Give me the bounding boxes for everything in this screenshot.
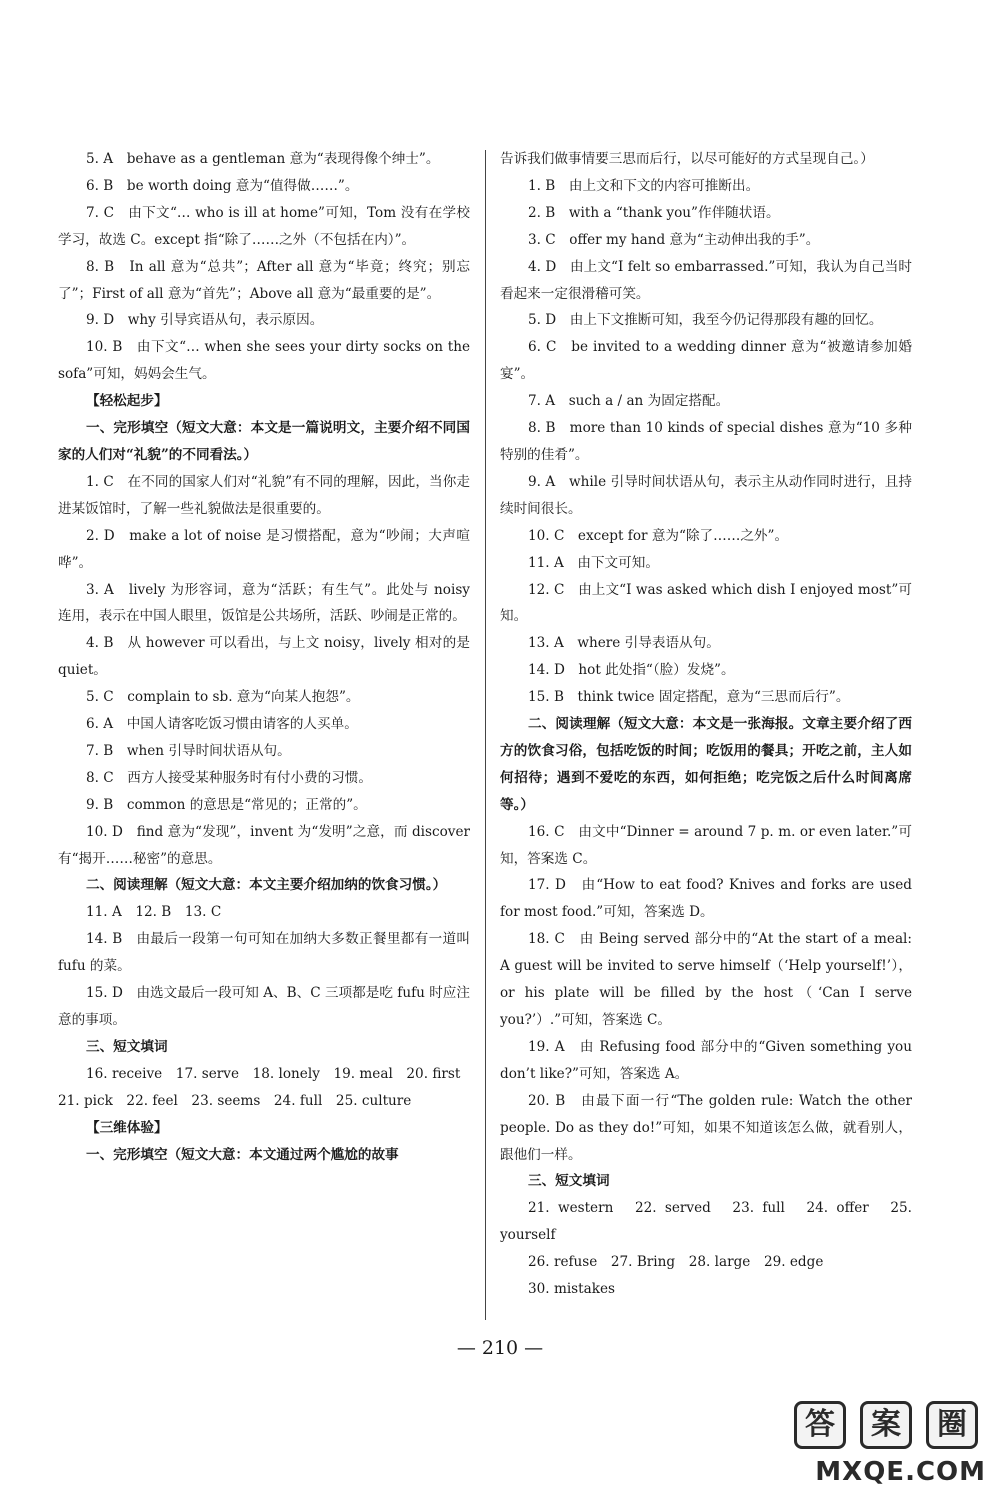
answer-paragraph: 6. A 中国人请客吃饭习惯由请客的人买单。 bbox=[86, 716, 358, 733]
watermark-char-3: 圈 bbox=[926, 1401, 978, 1449]
page-number: — 210 — bbox=[456, 1337, 544, 1359]
answer-paragraph: 16. receive 17. serve 18. lonely 19. meal 20. first bbox=[86, 1065, 461, 1082]
section-heading: 一、完形填空（短文大意：本文通过两个尴尬的故事 bbox=[86, 1146, 399, 1163]
watermark-char-2: 案 bbox=[860, 1401, 912, 1449]
answer-paragraph: 10. B 由下文“… when she sees your dirty socks on the sofa”可知，妈妈会生气。 bbox=[58, 339, 470, 383]
right-column bbox=[500, 146, 912, 1303]
column-divider bbox=[485, 150, 486, 1320]
answer-paragraph: 15. B think twice 固定搭配，意为“三思而后行”。 bbox=[528, 689, 850, 706]
answer-paragraph: 12. C 由上文“I was asked which dish I enjoyed most”可知。 bbox=[500, 581, 912, 625]
answer-paragraph: 19. A 由 Refusing food 部分中的“Given something you don’t like?”可知，答案选 A。 bbox=[500, 1038, 912, 1082]
answer-paragraph: 30. mistakes bbox=[528, 1281, 615, 1298]
answer-paragraph: 21. western 22. served 23. full 24. offer 25. yourself bbox=[500, 1200, 912, 1244]
answer-paragraph: 告诉我们做事情要三思而后行，以尽可能好的方式呈现自己。） bbox=[500, 151, 874, 167]
left-column bbox=[58, 146, 470, 1168]
watermark-url: MXQE.COM bbox=[815, 1457, 986, 1487]
answer-paragraph: 11. A 12. B 13. C bbox=[86, 904, 222, 921]
answer-paragraph: 16. C 由文中“Dinner = around 7 p. m. or even later.”可知，答案选 C。 bbox=[500, 823, 912, 867]
answer-paragraph: 1. B 由上文和下文的内容可推断出。 bbox=[528, 177, 760, 194]
answer-paragraph: 7. C 由下文“… who is ill at home”可知，Tom 没有在学校学习，故选 C。except 指“除了……之外（不包括在内）”。 bbox=[58, 204, 470, 248]
answer-paragraph: 9. B common 的意思是“常见的；正常的”。 bbox=[86, 796, 367, 813]
watermark-char-1: 答 bbox=[794, 1401, 846, 1449]
answer-paragraph: 8. B In all 意为“总共”；After all 意为“毕竟；终究；别忘了”；First of all 意为“首先”；Above all 意为“最重要的是”。 bbox=[58, 258, 470, 302]
answer-paragraph: 10. D find 意为“发现”，invent 为“发明”之意，而 discover 有“揭开……秘密”的意思。 bbox=[58, 823, 470, 867]
answer-paragraph: 3. C offer my hand 意为“主动伸出我的手”。 bbox=[528, 231, 820, 248]
section-heading: 三、短文填词 bbox=[86, 1038, 168, 1055]
answer-paragraph: 8. B more than 10 kinds of special dishes 意为“10 多种特别的佳肴”。 bbox=[500, 420, 912, 463]
answer-paragraph: 10. C except for 意为“除了……之外”。 bbox=[528, 527, 789, 544]
answer-paragraph: 26. refuse 27. Bring 28. large 29. edge bbox=[528, 1254, 824, 1271]
answer-paragraph: 14. D hot 此处指“（脸）发烧”。 bbox=[528, 662, 735, 679]
answer-paragraph: 4. B 从 however 可以看出，与上文 noisy，lively 相对的是 quiet。 bbox=[58, 635, 470, 679]
answer-paragraph: 3. A lively 为形容词，意为“活跃；有生气”。此处与 noisy 连用，表示在中国人眼里，饭馆是公共场所，活跃、吵闹是正常的。 bbox=[58, 581, 470, 625]
answer-paragraph: 6. B be worth doing 意为“值得做……”。 bbox=[86, 177, 359, 194]
answer-paragraph: 20. B 由最下面一行“The golden rule: Watch the other people. Do as they do!”可知，如果不知道该怎么做，就看别人，跟他们一样。 bbox=[500, 1092, 912, 1163]
answer-paragraph: 6. C be invited to a wedding dinner 意为“被邀请参加婚宴”。 bbox=[500, 339, 912, 383]
answer-paragraph: 9. A while 引导时间状语从句，表示主从动作同时进行，且持续时间很长。 bbox=[500, 473, 912, 517]
answer-paragraph: 5. C complain to sb. 意为“向某人抱怨”。 bbox=[86, 689, 360, 706]
section-heading: 二、阅读理解（短文大意：本文是一张海报。文章主要介绍了西方的饮食习俗，包括吃饭的时间；吃饭用的餐具；开吃之前，主人如何招待；遇到不爱吃的东西，如何拒绝；吃完饭之后什么时间离席等。） bbox=[500, 716, 912, 813]
answer-paragraph: 8. C 西方人接受某种服务时有付小费的习惯。 bbox=[86, 769, 372, 786]
answer-paragraph: 7. A such a / an 为固定搭配。 bbox=[528, 393, 730, 410]
answer-paragraph: 14. B 由最后一段第一句可知在加纳大多数正餐里都有一道叫 fufu 的菜。 bbox=[58, 931, 470, 975]
answer-paragraph: 5. D 由上下文推断可知，我至今仍记得那段有趣的回忆。 bbox=[528, 312, 883, 329]
section-heading: 【轻松起步】 bbox=[86, 393, 168, 410]
answer-paragraph: 21. pick 22. feel 23. seems 24. full 25. culture bbox=[58, 1092, 412, 1109]
answer-paragraph: 1. C 在不同的国家人们对“礼貌”有不同的理解，因此，当你走进某饭馆时，了解一些礼貌做法是很重要的。 bbox=[58, 473, 470, 517]
answer-paragraph: 15. D 由选文最后一段可知 A、B、C 三项都是吃 fufu 时应注意的事项。 bbox=[58, 985, 470, 1028]
section-heading: 二、阅读理解（短文大意：本文主要介绍加纳的饮食习惯。） bbox=[86, 877, 447, 894]
section-heading: 三、短文填词 bbox=[528, 1173, 610, 1190]
section-heading: 【三维体验】 bbox=[86, 1119, 168, 1136]
watermark-logo bbox=[790, 1397, 986, 1487]
answer-paragraph: 2. D make a lot of noise 是习惯搭配，意为“吵闹；大声喧哗”。 bbox=[58, 527, 470, 571]
section-heading: 一、完形填空（短文大意：本文是一篇说明文，主要介绍不同国家的人们对“礼貌”的不同看法。） bbox=[58, 420, 470, 463]
answer-paragraph: 17. D 由“How to eat food? Knives and forks are used for most food.”可知，答案选 D。 bbox=[500, 877, 912, 921]
answer-paragraph: 13. A where 引导表语从句。 bbox=[528, 635, 720, 652]
answer-paragraph: 2. B with a “thank you”作伴随状语。 bbox=[528, 204, 780, 221]
answer-paragraph: 4. D 由上文“I felt so embarrassed.”可知，我认为自己当时看起来一定很滑稽可笑。 bbox=[500, 258, 912, 302]
answer-paragraph: 5. A behave as a gentleman 意为“表现得像个绅士”。 bbox=[86, 151, 440, 167]
answer-paragraph: 11. A 由下文可知。 bbox=[528, 554, 659, 571]
answer-paragraph: 7. B when 引导时间状语从句。 bbox=[86, 742, 291, 759]
answer-paragraph: 18. C 由 Being served 部分中的“At the start of a meal: A guest will be invited to serve himself（‘Help yourself!’），or his plate will be filled by the host（‘Can I serve you?’）.”可知，答案选 C。 bbox=[500, 931, 912, 1028]
answer-paragraph: 9. D why 引导宾语从句，表示原因。 bbox=[86, 312, 324, 329]
